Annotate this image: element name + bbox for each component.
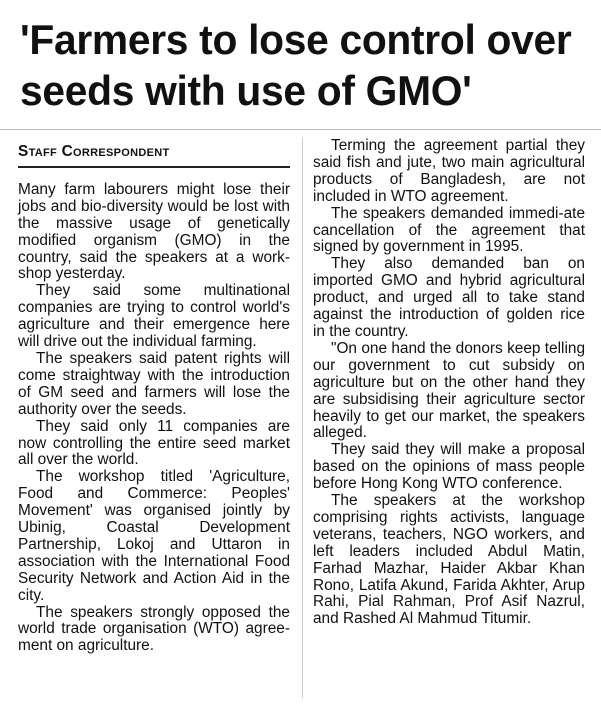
byline: Staff Correspondent [18, 143, 170, 160]
article-paragraph: Terming the agreement partial they said fish and jute, two main agricultural products of Bangladesh, are not included in WTO agreement. [313, 137, 585, 205]
article-paragraph: The speakers strongly opposed the world trade organisation (WTO) agree-ment on agriculture. [18, 603, 290, 655]
article-paragraph: The speakers at the workshop comprising rights activists, language veterans, teachers, NGO workers, and left leaders included Abdul Matin, Farhad Mazhar, Haider Akbar Khan Rono, Latifa Akund, Farida Akhter, Arup Rahi, Pial Rahman, Prof Asif Nazrul, and Rashed Al Mahmud Titumir. [313, 492, 585, 628]
article-paragraph: The workshop titled 'Agriculture, Food and Commerce: Peoples' Movement' was organised jointly by Ubinig, Coastal Development Partnership, Lokoj and Uttaron in association with the International Food Security Network and Action Aid in the city. [18, 468, 290, 604]
article-paragraph: They said they will make a proposal based on the opinions of mass people before Hong Kong WTO conference. [313, 441, 585, 493]
article-paragraph: "On one hand the donors keep telling our government to cut subsidy on agriculture but on the other hand they are subsidising their agriculture sector heavily to get our market, the speakers alleged. [313, 339, 585, 442]
article-paragraph: They said only 11 companies are now controlling the entire seed market all over the world. [18, 417, 290, 469]
article-paragraph: The speakers said patent rights will come straightway with the introduction of GM seed and farmers will lose the authority over the seeds. [18, 349, 290, 418]
article-column-left [18, 138, 290, 655]
headline-divider [0, 129, 601, 130]
byline-underline [18, 166, 290, 168]
article-paragraph: The speakers demanded immedi-ate cancellation of the agreement that signed by government in 1995. [313, 204, 585, 256]
article-column-right [313, 138, 585, 628]
article-paragraph: They also demanded ban on imported GMO and hybrid agricultural product, and urged all to take stand against the introduction of golden rice in the country. [313, 255, 585, 340]
article-paragraph: Many farm labourers might lose their jobs and bio-diversity would be lost with the massive usage of genetically modified organism (GMO) in the country, said the speakers at a work-shop yesterday. [18, 180, 290, 283]
headline: 'Farmers to lose control over seeds with use of GMO' [20, 16, 572, 114]
article-paragraph: They said some multinational companies are trying to control world's agriculture and their emergence here will drive out the individual farming. [18, 282, 290, 351]
column-divider [302, 138, 303, 698]
